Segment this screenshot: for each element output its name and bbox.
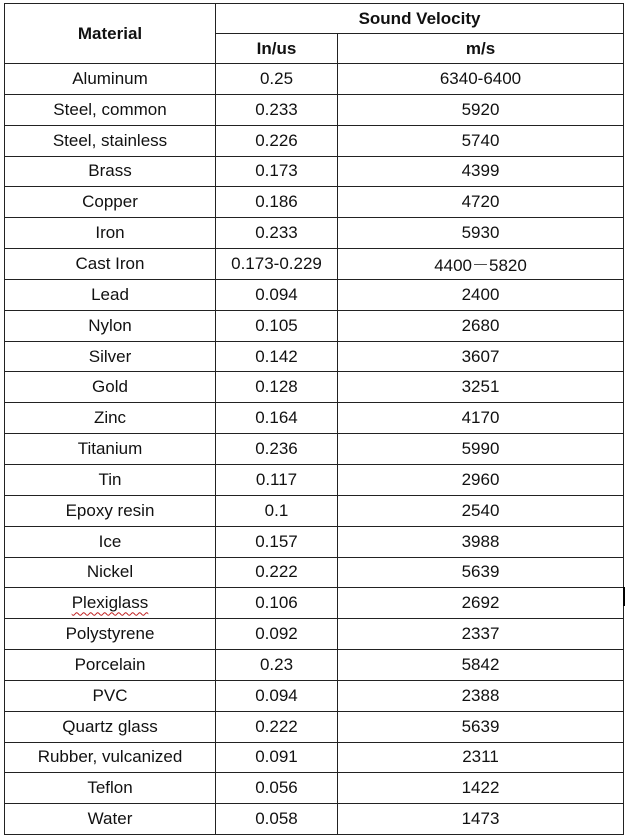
material-cell	[5, 526, 216, 557]
material-cell-text: Epoxy resin	[65, 500, 155, 520]
m-s-cell-text: 5990	[461, 439, 500, 459]
in-us-cell-text: 0.142	[255, 346, 298, 366]
m-s-cell	[338, 650, 624, 681]
m-s-cell	[338, 804, 624, 835]
in-us-cell-text: 0.117	[255, 469, 298, 489]
in-us-cell	[216, 125, 338, 156]
m-s-cell	[338, 156, 624, 187]
in-us-cell	[216, 310, 338, 341]
table-row	[5, 156, 624, 187]
sound-velocity-table	[4, 3, 624, 835]
table-row	[5, 434, 624, 465]
m-s-cell-text: 3251	[461, 377, 500, 397]
in-us-cell	[216, 64, 338, 95]
material-cell-text: Nylon	[88, 315, 132, 335]
sound-velocity-header: Sound Velocity	[216, 4, 624, 34]
text-cursor	[623, 587, 625, 606]
material-cell	[5, 372, 216, 403]
table-row	[5, 464, 624, 495]
m-s-cell-text: 6340-6400	[439, 68, 522, 88]
m-s-cell-text: 5930	[461, 223, 500, 243]
in-us-cell	[216, 495, 338, 526]
m-s-cell-text: 3607	[461, 346, 500, 366]
material-cell	[5, 495, 216, 526]
m-s-cell-text: 1422	[461, 778, 500, 798]
in-us-cell	[216, 711, 338, 742]
material-cell-text: Cast Iron	[75, 253, 145, 273]
in-us-cell	[216, 187, 338, 218]
material-cell	[5, 650, 216, 681]
material-cell	[5, 403, 216, 434]
material-cell-text: Teflon	[87, 778, 133, 798]
in-us-cell-text: 0.222	[255, 562, 298, 582]
table-row	[5, 557, 624, 588]
material-cell-text: Silver	[88, 346, 132, 366]
table-row	[5, 279, 624, 310]
m-s-cell	[338, 434, 624, 465]
table-row	[5, 372, 624, 403]
in-us-cell	[216, 403, 338, 434]
m-s-cell-text: 2400	[461, 284, 500, 304]
in-us-cell-text: 0.236	[255, 439, 298, 459]
material-cell	[5, 464, 216, 495]
in-us-cell-text: 0.128	[255, 377, 298, 397]
material-cell	[5, 125, 216, 156]
material-cell	[5, 156, 216, 187]
in-us-cell-text: 0.1	[264, 500, 289, 520]
in-us-cell	[216, 218, 338, 249]
in-us-cell-text: 0.25	[259, 68, 294, 88]
in-us-header: In/us	[216, 34, 338, 64]
material-cell	[5, 711, 216, 742]
material-cell	[5, 249, 216, 280]
in-us-cell-text: 0.23	[259, 654, 294, 674]
in-us-cell-text: 0.233	[255, 99, 298, 119]
m-s-cell-text: 1473	[461, 809, 500, 829]
material-cell	[5, 218, 216, 249]
m-s-cell	[338, 94, 624, 125]
m-s-cell-text: 4170	[461, 408, 500, 428]
material-cell-text: Steel, stainless	[52, 130, 168, 150]
table-row	[5, 218, 624, 249]
m-s-cell	[338, 526, 624, 557]
table-row	[5, 804, 624, 835]
material-cell	[5, 804, 216, 835]
in-us-cell	[216, 156, 338, 187]
table-row	[5, 680, 624, 711]
m-s-cell-text: 2311	[462, 747, 499, 767]
m-s-cell	[338, 125, 624, 156]
in-us-cell-text: 0.058	[255, 809, 298, 829]
m-s-cell-text: 5639	[461, 562, 500, 582]
table-row	[5, 341, 624, 372]
material-cell-text: Brass	[88, 161, 132, 181]
m-s-cell	[338, 742, 624, 773]
material-cell	[5, 434, 216, 465]
material-cell-text: Aluminum	[72, 68, 148, 88]
in-us-cell-text: 0.226	[255, 130, 298, 150]
material-cell-text: Copper	[82, 192, 138, 212]
m-s-cell-text: 2540	[461, 500, 500, 520]
m-s-cell-text: 3988	[461, 531, 500, 551]
material-cell	[5, 279, 216, 310]
in-us-cell	[216, 557, 338, 588]
material-cell	[5, 64, 216, 95]
material-cell	[5, 680, 216, 711]
in-us-cell	[216, 464, 338, 495]
material-cell-text: Zinc	[93, 408, 127, 428]
m-s-header: m/s	[338, 34, 624, 64]
table-row	[5, 249, 624, 280]
m-s-cell	[338, 310, 624, 341]
m-s-cell	[338, 680, 624, 711]
material-cell-text: Polystyrene	[65, 624, 155, 644]
table-row	[5, 125, 624, 156]
m-s-cell-text: 2692	[461, 593, 500, 613]
m-s-cell-text: 2388	[461, 685, 500, 705]
material-cell	[5, 557, 216, 588]
m-s-cell-text: 4720	[461, 192, 500, 212]
material-cell-text: Lead	[91, 284, 129, 304]
m-s-cell-text: 2337	[461, 624, 500, 644]
in-us-cell	[216, 341, 338, 372]
in-us-cell	[216, 279, 338, 310]
in-us-cell	[216, 773, 338, 804]
m-s-cell	[338, 588, 624, 619]
m-s-cell	[338, 773, 624, 804]
in-us-cell-text: 0.173-0.229	[231, 253, 322, 273]
material-cell-text: Iron	[95, 223, 125, 243]
m-s-cell-text: 5920	[461, 99, 500, 119]
m-s-cell	[338, 64, 624, 95]
material-cell-text: Titanium	[77, 439, 143, 459]
in-us-cell-text: 0.094	[255, 284, 298, 304]
table-row	[5, 187, 624, 218]
in-us-cell-text: 0.157	[255, 531, 298, 551]
material-header: Material	[5, 4, 216, 64]
m-s-cell-text: 4400－5820	[434, 256, 527, 276]
in-us-cell-text: 0.233	[255, 223, 298, 243]
in-us-cell	[216, 650, 338, 681]
table-row	[5, 588, 624, 619]
m-s-cell	[338, 557, 624, 588]
m-s-cell	[338, 187, 624, 218]
material-cell-text: Rubber, vulcanized	[37, 747, 183, 767]
table-row	[5, 526, 624, 557]
in-us-cell-text: 0.105	[255, 315, 298, 335]
in-us-cell	[216, 94, 338, 125]
material-cell	[5, 619, 216, 650]
m-s-cell	[338, 464, 624, 495]
table-row	[5, 742, 624, 773]
in-us-cell-text: 0.186	[255, 192, 298, 212]
m-s-cell	[338, 249, 624, 280]
table-row	[5, 94, 624, 125]
m-s-cell	[338, 403, 624, 434]
material-cell-text: Gold	[92, 377, 128, 397]
table-row	[5, 403, 624, 434]
in-us-cell-text: 0.164	[255, 408, 298, 428]
material-cell-text: Plexiglass	[71, 593, 149, 613]
material-cell	[5, 341, 216, 372]
material-cell-text: Porcelain	[74, 654, 146, 674]
material-cell	[5, 94, 216, 125]
table-row	[5, 495, 624, 526]
material-cell-text: PVC	[92, 685, 128, 705]
table-body	[5, 64, 624, 835]
in-us-cell	[216, 434, 338, 465]
m-s-cell-text: 2960	[461, 469, 500, 489]
m-s-cell	[338, 341, 624, 372]
material-cell	[5, 310, 216, 341]
header-row	[5, 4, 624, 34]
in-us-cell	[216, 804, 338, 835]
in-us-cell	[216, 588, 338, 619]
m-s-cell	[338, 619, 624, 650]
table-row	[5, 310, 624, 341]
m-s-cell	[338, 279, 624, 310]
in-us-cell-text: 0.056	[255, 778, 298, 798]
material-cell	[5, 187, 216, 218]
material-cell-text: Nickel	[86, 562, 134, 582]
m-s-cell	[338, 711, 624, 742]
in-us-cell	[216, 680, 338, 711]
material-cell	[5, 773, 216, 804]
material-cell-text: Ice	[98, 531, 122, 551]
m-s-cell	[338, 218, 624, 249]
in-us-cell-text: 0.106	[255, 593, 298, 613]
in-us-cell	[216, 372, 338, 403]
m-s-cell-text: 5639	[461, 716, 500, 736]
material-cell-text: Quartz glass	[62, 716, 158, 736]
m-s-cell	[338, 495, 624, 526]
material-cell	[5, 588, 216, 619]
table-row	[5, 711, 624, 742]
table-row	[5, 64, 624, 95]
in-us-cell	[216, 619, 338, 650]
in-us-cell	[216, 526, 338, 557]
material-cell-text: Tin	[98, 469, 122, 489]
m-s-cell	[338, 372, 624, 403]
in-us-cell-text: 0.094	[255, 685, 298, 705]
in-us-cell-text: 0.092	[255, 624, 298, 644]
in-us-cell-text: 0.222	[255, 716, 298, 736]
in-us-cell-text: 0.173	[255, 161, 298, 181]
material-cell-text: Steel, common	[53, 99, 167, 119]
m-s-cell-text: 5842	[461, 654, 500, 674]
m-s-cell-text: 4399	[461, 161, 500, 181]
m-s-cell-text: 5740	[461, 130, 500, 150]
m-s-cell-text: 2680	[461, 315, 500, 335]
material-cell-text: Water	[87, 809, 133, 829]
table-row	[5, 650, 624, 681]
table-row	[5, 619, 624, 650]
material-cell	[5, 742, 216, 773]
in-us-cell	[216, 742, 338, 773]
in-us-cell-text: 0.091	[255, 747, 298, 767]
in-us-cell	[216, 249, 338, 280]
table-row	[5, 773, 624, 804]
